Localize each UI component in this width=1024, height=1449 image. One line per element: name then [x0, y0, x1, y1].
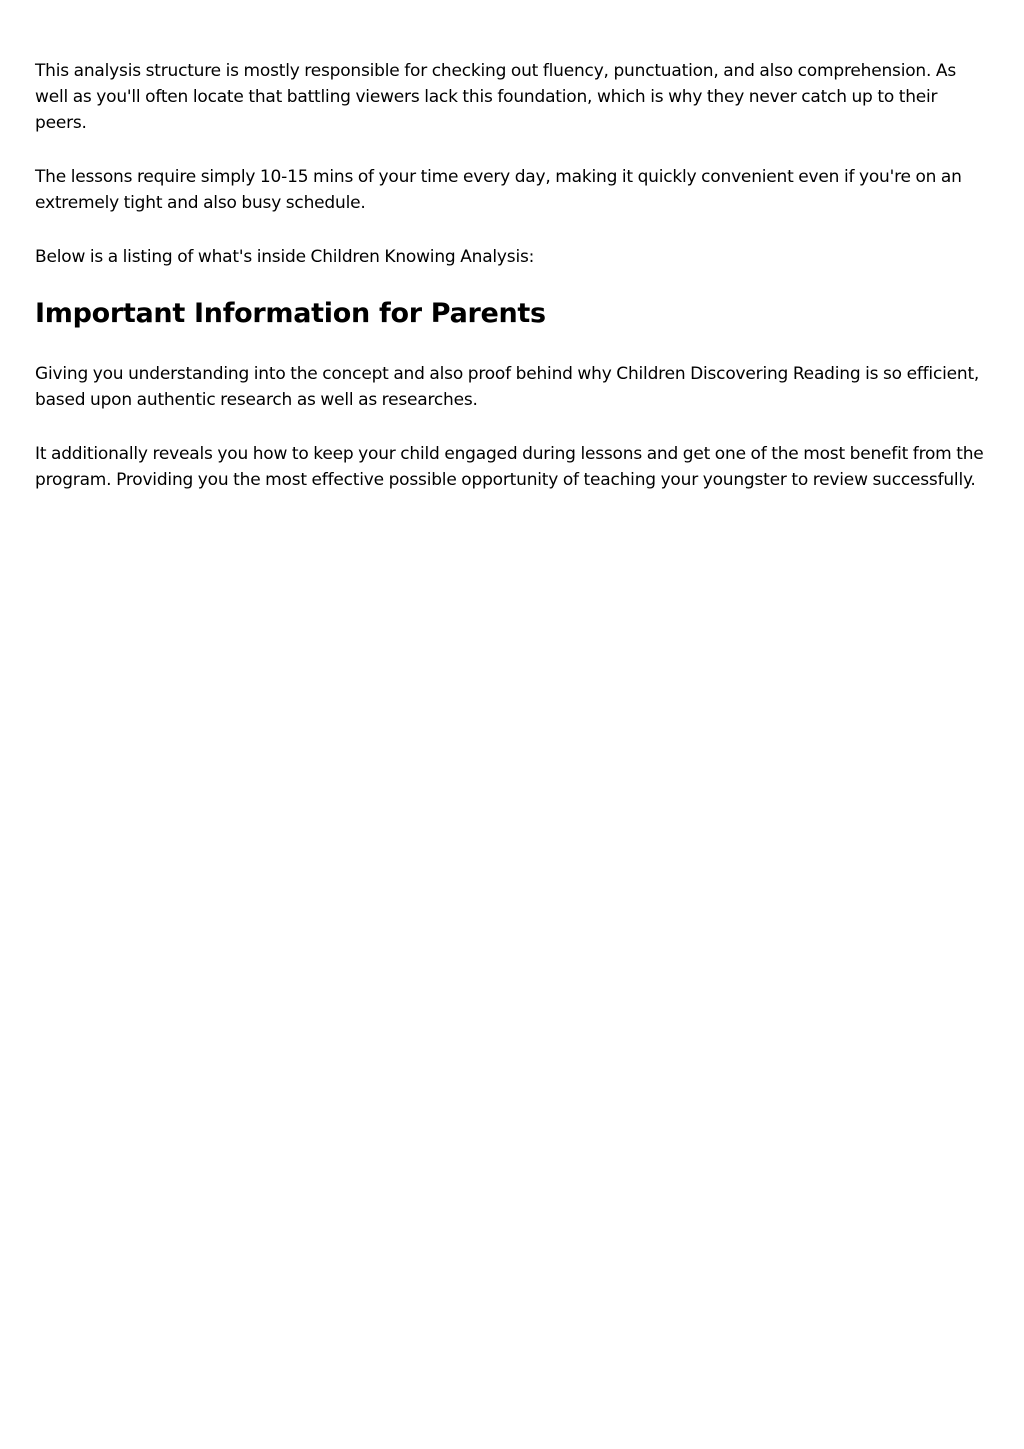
paragraph-listing-intro: Below is a listing of what's inside Children Knowing Analysis: [35, 247, 535, 267]
paragraph-engagement: It additionally reveals you how to keep your child engaged during lessons and get one of the most benefit from the program. Providing you the most effective possible opportunity of teaching your youngster to review successfully. [35, 444, 984, 490]
section-heading: Important Information for Parents [35, 298, 546, 329]
paragraph-lessons-time: The lessons require simply 10-15 mins of your time every day, making it quickly convenient even if you're on an extremely tight and also busy schedule. [35, 167, 962, 213]
paragraph-understanding: Giving you understanding into the concept and also proof behind why Children Discovering Reading is so efficient, based upon authentic research as well as researches. [35, 364, 980, 410]
document-body [35, 58, 985, 493]
paragraph-analysis-structure: This analysis structure is mostly responsible for checking out fluency, punctuation, and also comprehension. As well as you'll often locate that battling viewers lack this foundation, which is why they never catch up to their peers. [35, 61, 956, 133]
